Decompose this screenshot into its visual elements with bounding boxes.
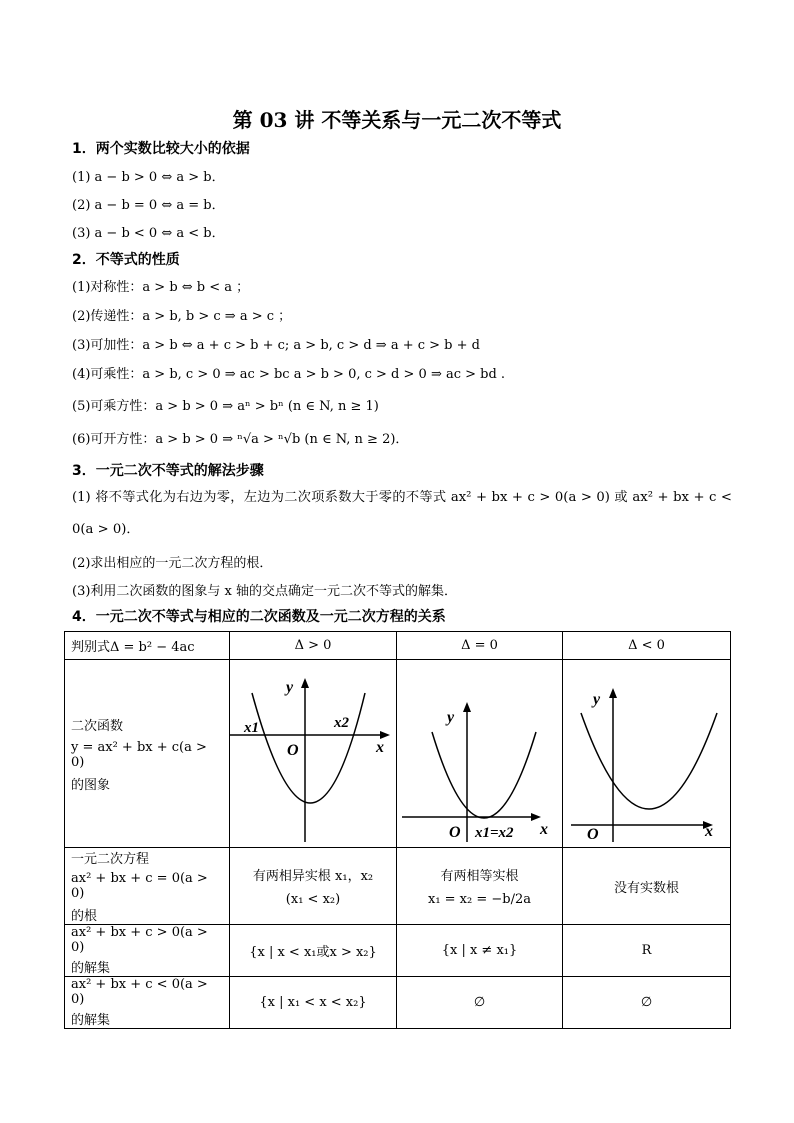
s3-step-2: (2)求出相应的一元二次方程的根． [72,556,273,571]
origin-label: O [287,742,299,759]
parabola-curve [432,732,536,818]
parabola-curve [252,693,365,803]
gt-solution-double-root: {x | x ≠ x₁} [397,925,563,977]
graph-cell-two-roots [230,660,397,848]
s1-line-3: (3) a − b < 0 ⇔ a < b． [72,226,225,241]
relation-table [64,631,731,1029]
s1-line-1: (1) a − b > 0 ⇔ a > b． [72,170,225,185]
header-discriminant: 判别式Δ = b² − 4ac [65,632,230,660]
table-row-header [65,632,731,660]
graph-label-line2: y = ax² + bx + c(a > 0) [71,739,207,770]
two-roots-line2: (x₁ < x₂) [285,892,341,907]
parabola-two-roots-graph [230,660,397,843]
double-root-label: x1=x2 [475,825,514,841]
graph-row-label [65,660,230,848]
equation-double-root [397,848,563,925]
s1-line-2: (2) a − b = 0 ⇔ a = b． [72,198,225,213]
s2-line-1: (1)对称性：a > b ⇔ b < a ； [72,280,250,295]
lt-label-line2: 的解集 [71,1013,111,1028]
equation-no-root: 没有实数根 [563,848,731,925]
gt-solution-two-roots: {x | x < x₁或x > x₂} [230,925,397,977]
table-row-less [65,977,731,1029]
gt-solution-no-root: R [563,925,731,977]
lt-label-line1: ax² + bx + c < 0(a > 0) [71,977,208,1007]
root-x1-label: x1 [244,720,259,736]
x-axis-label: x [540,821,548,838]
graph-cell-one-root [397,660,563,848]
s2-line-4: (4)可乘性：a > b, c > 0 ⇒ ac > bc a > b > 0, c > d > 0 ⇒ ac > bd . [72,367,506,382]
section4-heading: 4．一元二次不等式与相应的二次函数及一元二次方程的关系 [72,609,446,625]
graph-label-line1: 二次函数 [71,718,124,734]
graph-label-line3: 的图象 [71,777,111,793]
s2-line-3: (3)可加性：a > b ⇔ a + c > b + c; a > b, c > d ⇒ a + c > b + d [72,338,480,353]
table-row-equation [65,848,731,925]
x-axis-label: x [376,739,384,756]
header-delta-zero: Δ = 0 [397,632,563,660]
page-title: 第 03 讲 不等关系与一元二次不等式 [232,108,562,132]
x-axis-arrow [380,731,390,739]
y-axis-arrow [463,702,471,712]
root-x2-label: x2 [334,715,349,731]
greater-row-label [65,925,230,977]
two-roots-line1: 有两相异实根 x₁，x₂ [252,869,374,884]
equation-row-label [65,848,230,925]
section2-heading: 2．不等式的性质 [72,252,180,268]
eq-label-line2: ax² + bx + c = 0(a > 0) [71,871,208,901]
s2-line-5: (5)可乘方性：a > b > 0 ⇒ aⁿ > bⁿ (n ∈ N, n ≥ 1) [72,399,379,414]
origin-label: O [449,824,461,841]
y-axis-label: y [593,691,601,708]
y-axis-arrow [301,678,309,688]
lt-solution-two-roots: {x | x₁ < x < x₂} [230,977,397,1029]
double-root-line1: 有两相等实根 [440,869,519,884]
header-delta-positive: Δ > 0 [230,632,397,660]
lt-solution-no-root: ∅ [563,977,731,1029]
s2-line-2: (2)传递性：a > b, b > c ⇒ a > c ； [72,309,292,324]
y-axis-label: y [286,679,294,696]
equation-two-roots [230,848,397,925]
graph-cell-no-root [563,660,731,848]
s3-step-1: (1) 将不等式化为右边为零，左边为二次项系数大于零的不等式 ax² + bx + c > 0(a > 0) 或 ax² + bx + c < 0(a > 0)． [72,490,732,537]
y-axis-arrow [609,688,617,698]
eq-label-line1: 一元二次方程 [71,852,150,867]
lt-solution-double-root: ∅ [397,977,563,1029]
header-delta-negative: Δ < 0 [563,632,731,660]
less-row-label [65,977,230,1029]
table-row-graph [65,660,731,848]
s2-line-6: (6)可开方性：a > b > 0 ⇒ ⁿ√a > ⁿ√b (n ∈ N, n ≥ 2)． [72,432,409,447]
y-axis-label: y [447,709,455,726]
s3-step-3: (3)利用二次函数的图象与 x 轴的交点确定一元二次不等式的解集． [72,584,458,599]
parabola-no-root-graph [563,660,731,843]
x-axis-arrow [531,813,541,821]
parabola-curve [581,713,717,809]
double-root-line2: x₁ = x₂ = −b/2a [427,892,532,907]
section3-heading: 3．一元二次不等式的解法步骤 [72,463,264,479]
x-axis-label: x [705,823,713,840]
parabola-one-root-graph [397,660,563,843]
gt-label-line2: 的解集 [71,961,111,976]
table-row-greater [65,925,731,977]
section1-heading: 1．两个实数比较大小的依据 [72,141,250,157]
eq-label-line3: 的根 [71,909,98,924]
gt-label-line1: ax² + bx + c > 0(a > 0) [71,925,208,955]
origin-label: O [587,826,599,843]
